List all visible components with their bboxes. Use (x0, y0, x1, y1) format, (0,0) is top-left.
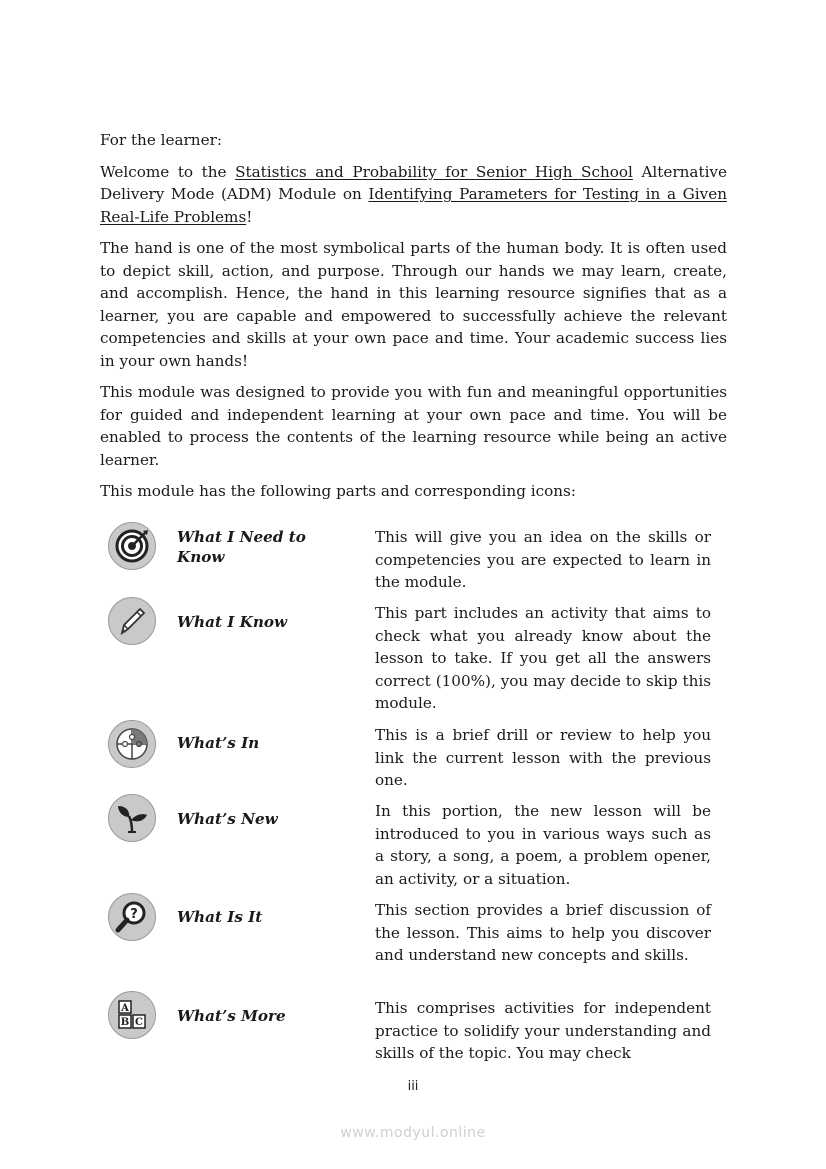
part-description: In this portion, the new lesson will be introduced to you in various ways such as a story, a song, a poem, a problem opener, an activity, or a situation. (375, 802, 711, 888)
magnifier-question-icon (108, 893, 156, 941)
module-title: Identifying Parameters for Testing in a Given Real-Life Problems (100, 185, 727, 226)
part-description: This comprises activities for independent practice to solidify your understanding and skills of the topic. You may check (375, 999, 711, 1062)
welcome-text-end: ! (246, 207, 253, 226)
part-description: This part includes an activity that aims to check what you already know about the lesson to take. If you get all the answers correct (100%), you may decide to skip this module. (375, 604, 711, 712)
welcome-text-start: Welcome to the (100, 162, 236, 181)
part-description: This section provides a brief discussion of the lesson. This aims to help you discover and understand new concepts and skills. (375, 901, 711, 964)
intro-heading: For the learner: (100, 131, 222, 149)
subject-title: Statistics and Probability for Senior High School (235, 162, 633, 181)
target-icon (108, 522, 156, 570)
part-title: What Is It (177, 908, 263, 926)
part-description: This is a brief drill or review to help you link the current lesson with the previous one. (375, 726, 711, 789)
abc-blocks-icon (108, 991, 156, 1039)
sprout-icon (108, 794, 156, 842)
svg-text:?: ? (130, 907, 138, 922)
part-title: What’s In (177, 734, 260, 752)
parts-intro: This module has the following parts and corresponding icons: (100, 482, 576, 500)
svg-text:B: B (120, 1017, 130, 1028)
puzzle-icon (108, 720, 156, 768)
part-title: What I Need to Know (177, 528, 306, 566)
svg-text:C: C (135, 1017, 143, 1028)
part-title: What’s New (177, 810, 278, 828)
page-number: iii (407, 1079, 419, 1094)
watermark: www.modyul.online (340, 1125, 486, 1141)
pencil-icon (108, 597, 156, 645)
welcome-paragraph (100, 161, 727, 229)
hand-paragraph: The hand is one of the most symbolical parts of the human body. It is often used to depict skill, action, and purpose. Through our hands we may learn, create, and accomplish. Hence, the hand in this learning resource signifies that as a learner, you are capable and empowered to successfully achieve the relevant competencies and skills at your own pace and time. Your academic success lies in your own hands! (100, 239, 727, 370)
welcome-text-middle: Alternative Delivery Mode (ADM) Module on (100, 162, 727, 203)
svg-text:A: A (121, 1003, 129, 1014)
part-title: What I Know (177, 613, 288, 631)
module-paragraph: This module was designed to provide you with fun and meaningful opportunities for guided and independent learning at your own pace and time. You will be enabled to process the contents of the learning resource while being an active learner. (100, 383, 727, 469)
part-description: This will give you an idea on the skills or competencies you are expected to learn in the module. (375, 528, 711, 591)
intro-section (100, 129, 727, 512)
part-title: What’s More (177, 1007, 286, 1025)
